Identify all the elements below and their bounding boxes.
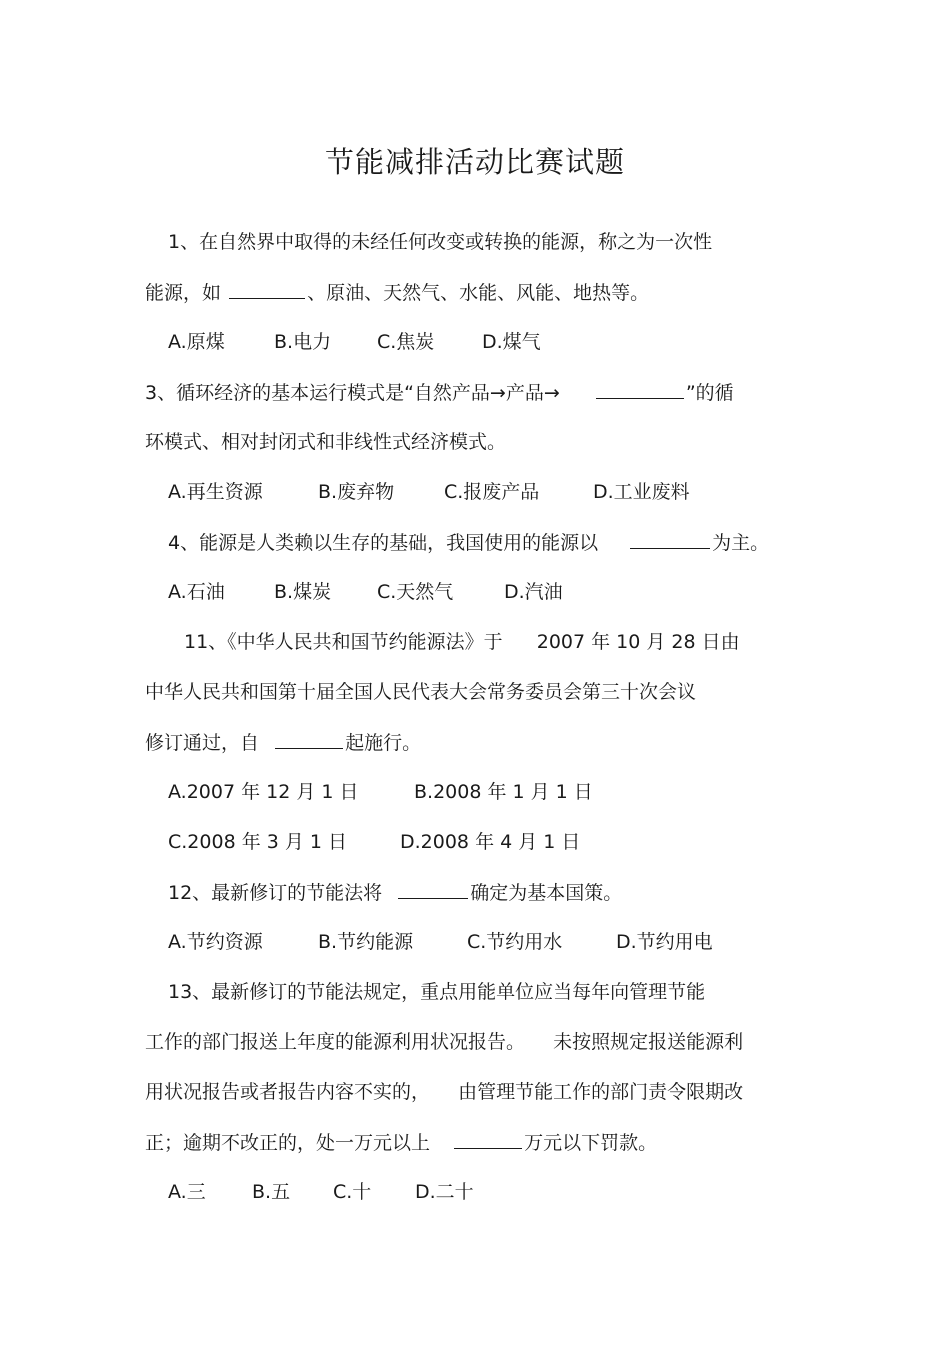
q11-line-3-post: 起施行。: [345, 732, 422, 754]
q4-option-c[interactable]: C.天然气: [377, 581, 454, 603]
q11-line-3-pre: 修订通过，自: [145, 732, 260, 754]
q3-line-2: 环模式、相对封闭式和非线性式经济模式。: [145, 431, 507, 453]
q13-line-2-a: 工作的部门报送上年度的能源利用状况报告。: [145, 1031, 526, 1053]
q13-line-3-a: 用状况报告或者报告内容不实的，: [145, 1081, 431, 1103]
q13-line-4-post: 万元以下罚款。: [524, 1132, 658, 1154]
q1-option-d[interactable]: D.煤气: [482, 331, 541, 353]
q4-option-d[interactable]: D.汽油: [504, 581, 563, 603]
q12-option-b[interactable]: B.节约能源: [318, 931, 414, 953]
q13-line-2: [145, 1030, 743, 1054]
q13-line-1: 13、最新修订的节能法规定，重点用能单位应当每年向管理节能: [168, 981, 706, 1003]
q13-line-4-pre: 正；逾期不改正的，处一万元以上: [145, 1132, 431, 1154]
q3-option-d[interactable]: D.工业废料: [593, 481, 690, 503]
page-title: 节能减排活动比赛试题: [324, 145, 625, 179]
q12-line-1-pre: 12、最新修订的节能法将: [168, 882, 383, 904]
q11-line-1: [184, 630, 740, 654]
q12-line-1-post: 确定为基本国策。: [470, 882, 623, 904]
q1-line-2: [145, 280, 649, 305]
q3-option-b[interactable]: B.废弃物: [318, 481, 395, 503]
q13-option-b[interactable]: B.五: [252, 1181, 291, 1203]
q4-option-b[interactable]: B.煤炭: [274, 581, 332, 603]
q13-line-2-b: 未按照规定报送能源利: [553, 1031, 744, 1053]
q4-answer-blank[interactable]: [630, 530, 710, 549]
q12-option-a[interactable]: A.节约资源: [168, 931, 263, 953]
q1-option-c[interactable]: C.焦炭: [377, 331, 435, 353]
q3-answer-blank[interactable]: [596, 380, 684, 399]
q1-line-2-pre: 能源，如: [145, 282, 222, 304]
q3-option-c[interactable]: C.报废产品: [444, 481, 540, 503]
q3-line-1-pre: 3、循环经济的基本运行模式是“自然产品→产品→: [145, 382, 560, 404]
q13-option-d[interactable]: D.二十: [415, 1181, 474, 1203]
q3-line-1: [145, 380, 734, 405]
q1-line-2-post: 、原油、天然气、水能、风能、地热等。: [307, 282, 650, 304]
q4-line-1-post: 为主。: [712, 532, 770, 554]
q1-option-b[interactable]: B.电力: [274, 331, 332, 353]
q3-line-1-post: ”的循: [685, 382, 734, 404]
q11-line-1-a: 11、《中华人民共和国节约能源法》于: [184, 631, 503, 653]
q12-line-1: [168, 880, 622, 905]
q4-line-1-pre: 4、能源是人类赖以生存的基础，我国使用的能源以: [168, 532, 599, 554]
q13-option-c[interactable]: C.十: [333, 1181, 372, 1203]
q13-line-3: [145, 1080, 743, 1104]
q11-option-c[interactable]: C.2008 年 3 月 1 日: [168, 831, 348, 853]
q1-line-1: 1、在自然界中取得的未经任何改变或转换的能源，称之为一次性: [168, 231, 713, 253]
q4-option-a[interactable]: A.石油: [168, 581, 225, 603]
q12-option-d[interactable]: D.节约用电: [616, 931, 713, 953]
q4-line-1: [168, 530, 769, 555]
q13-line-3-b: 由管理节能工作的部门责令限期改: [458, 1081, 744, 1103]
q13-line-4: [145, 1130, 657, 1155]
q11-line-3: [145, 730, 421, 755]
q11-answer-blank[interactable]: [275, 730, 343, 749]
q12-answer-blank[interactable]: [398, 880, 468, 899]
q13-option-a[interactable]: A.三: [168, 1181, 206, 1203]
q3-option-a[interactable]: A.再生资源: [168, 481, 263, 503]
q11-option-a[interactable]: A.2007 年 12 月 1 日: [168, 781, 359, 803]
q1-option-a[interactable]: A.原煤: [168, 331, 225, 353]
q12-option-c[interactable]: C.节约用水: [467, 931, 563, 953]
q13-answer-blank[interactable]: [454, 1130, 522, 1149]
q11-option-d[interactable]: D.2008 年 4 月 1 日: [400, 831, 581, 853]
q11-option-b[interactable]: B.2008 年 1 月 1 日: [414, 781, 593, 803]
q11-line-1-b: 2007 年 10 月 28 日由: [536, 631, 740, 653]
q11-line-2: 中华人民共和国第十届全国人民代表大会常务委员会第三十次会议: [145, 681, 697, 703]
q1-answer-blank[interactable]: [229, 280, 305, 299]
